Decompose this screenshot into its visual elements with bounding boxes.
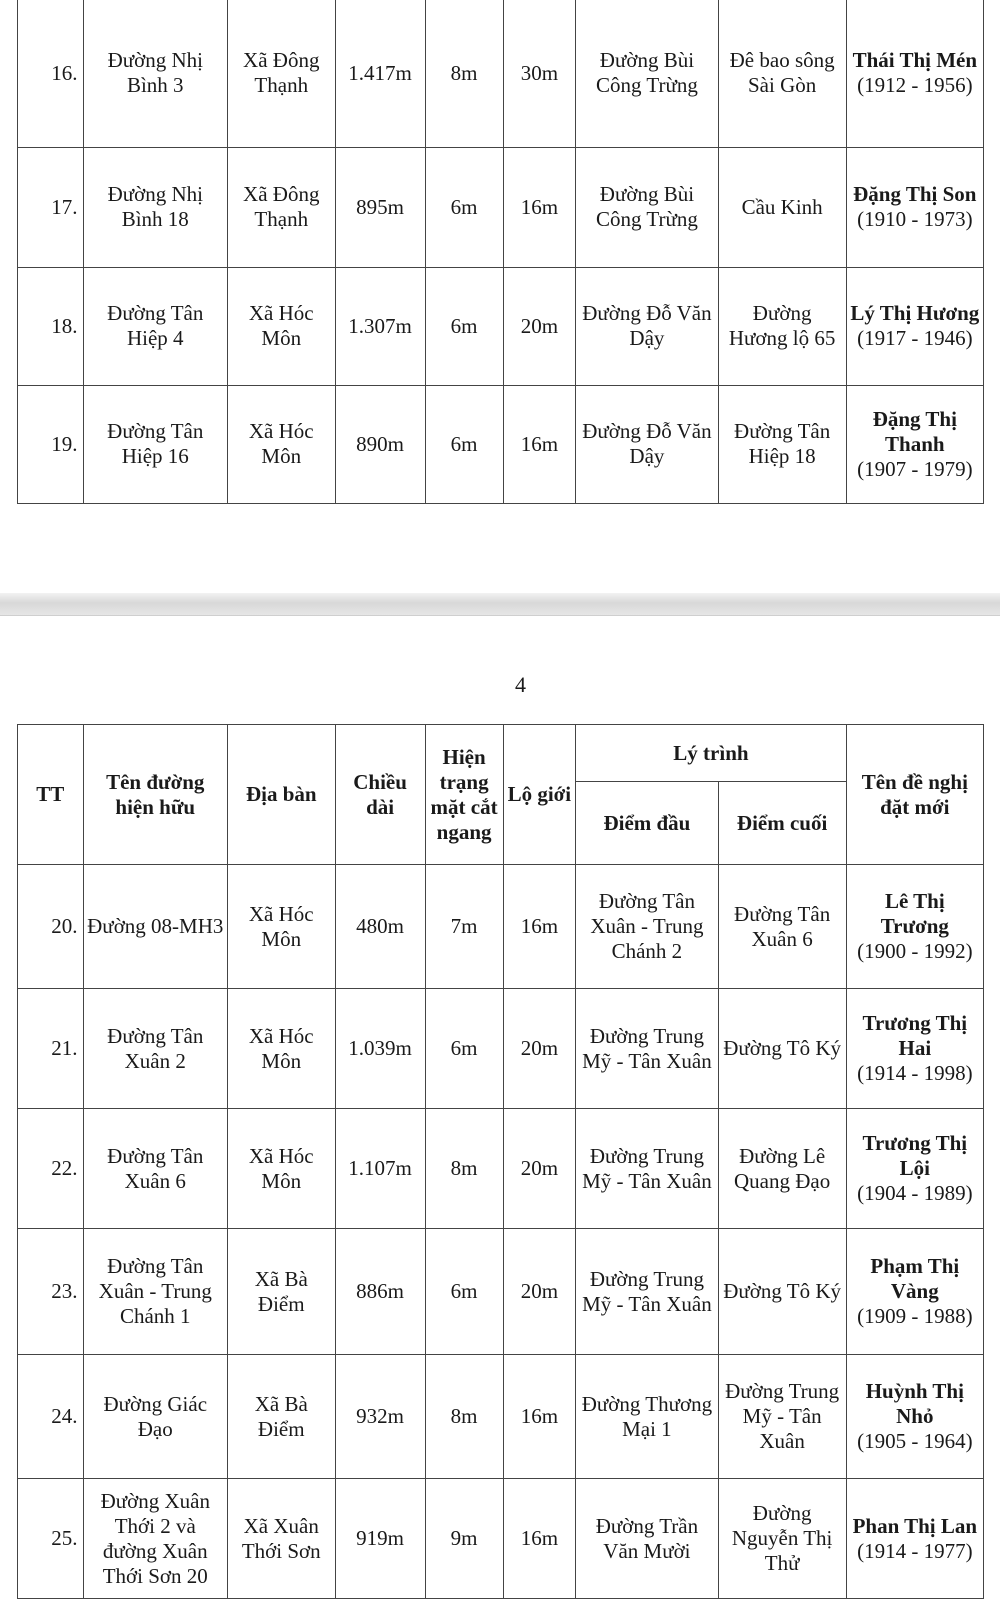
start-point: Đường Thương Mại 1 xyxy=(576,1355,718,1479)
proposed-name-text: Lý Thị Hương xyxy=(850,301,980,325)
right-of-way: 20m xyxy=(503,267,576,385)
area: Xã Hóc Môn xyxy=(227,989,335,1109)
header-street-name: Tên đường hiện hữu xyxy=(83,725,227,865)
proposed-name-years: (1910 - 1973) xyxy=(857,207,973,231)
right-of-way: 16m xyxy=(503,147,576,267)
proposed-name-text: Phan Thị Lan xyxy=(852,1513,978,1538)
row-number: 23. xyxy=(18,1229,84,1355)
cross-section: 6m xyxy=(425,1229,503,1355)
length: 886m xyxy=(335,1229,425,1355)
area: Xã Xuân Thới Sơn xyxy=(227,1479,335,1599)
start-point: Đường Tân Xuân - Trung Chánh 2 xyxy=(576,865,718,989)
table-row xyxy=(18,385,984,503)
cross-section: 8m xyxy=(425,1355,503,1479)
table-row xyxy=(18,865,984,989)
proposed-name-years: (1917 - 1946) xyxy=(857,326,973,350)
cross-section: 6m xyxy=(425,147,503,267)
start-point: Đường Trung Mỹ - Tân Xuân xyxy=(576,1109,718,1229)
proposed-name xyxy=(846,1355,983,1479)
start-point: Đường Trần Văn Mười xyxy=(576,1479,718,1599)
start-point: Đường Trung Mỹ - Tân Xuân xyxy=(576,989,718,1109)
proposed-name-text: Trương Thị Hai xyxy=(862,1011,968,1060)
cross-section: 8m xyxy=(425,1109,503,1229)
area: Xã Đông Thạnh xyxy=(227,0,335,147)
header-route: Lý trình xyxy=(576,725,846,782)
page-separator-line xyxy=(0,615,1000,616)
table-row xyxy=(18,0,984,147)
street-name: Đường Tân Xuân 2 xyxy=(83,989,227,1109)
road-table-page3 xyxy=(17,0,984,504)
end-point: Cầu Kinh xyxy=(718,147,846,267)
header-length: Chiều dài xyxy=(335,725,425,865)
street-name: Đường 08-MH3 xyxy=(83,865,227,989)
proposed-name-text: Phạm Thị Vàng xyxy=(870,1254,960,1303)
proposed-name xyxy=(846,1109,983,1229)
right-of-way: 20m xyxy=(503,989,576,1109)
row-number: 21. xyxy=(18,989,84,1109)
length: 1.417m xyxy=(335,0,425,147)
proposed-name xyxy=(846,1479,983,1599)
table-row xyxy=(18,147,984,267)
start-point: Đường Đỗ Văn Dậy xyxy=(576,267,718,385)
header-right-of-way: Lộ giới xyxy=(503,725,576,865)
right-of-way: 16m xyxy=(503,865,576,989)
right-of-way: 30m xyxy=(503,0,576,147)
end-point: Đường Nguyễn Thị Thử xyxy=(718,1479,846,1599)
end-point: Đường Tô Ký xyxy=(718,1229,846,1355)
cross-section: 8m xyxy=(425,0,503,147)
header-start-point: Điểm đầu xyxy=(576,782,718,865)
length: 1.107m xyxy=(335,1109,425,1229)
proposed-name-years: (1914 - 1977) xyxy=(857,1538,973,1563)
length: 895m xyxy=(335,147,425,267)
cross-section: 6m xyxy=(425,989,503,1109)
row-number: 19. xyxy=(18,385,84,503)
table-row xyxy=(18,1355,984,1479)
start-point: Đường Đỗ Văn Dậy xyxy=(576,385,718,503)
street-name: Đường Nhị Bình 18 xyxy=(83,147,227,267)
street-name: Đường Nhị Bình 3 xyxy=(83,0,227,147)
table-row xyxy=(18,989,984,1109)
table-row xyxy=(18,1229,984,1355)
street-name: Đường Giác Đạo xyxy=(83,1355,227,1479)
length: 919m xyxy=(335,1479,425,1599)
end-point: Đê bao sông Sài Gòn xyxy=(718,0,846,147)
header-proposed-name: Tên đề nghị đặt mới xyxy=(846,725,983,865)
proposed-name-years: (1900 - 1992) xyxy=(857,939,973,963)
proposed-name xyxy=(846,385,983,503)
header-end-point: Điểm cuối xyxy=(718,782,846,865)
proposed-name xyxy=(846,267,983,385)
proposed-name xyxy=(846,1229,983,1355)
area: Xã Hóc Môn xyxy=(227,267,335,385)
street-name: Đường Tân Hiệp 4 xyxy=(83,267,227,385)
right-of-way: 16m xyxy=(503,1355,576,1479)
start-point: Đường Bùi Công Trừng xyxy=(576,0,718,147)
header-area: Địa bàn xyxy=(227,725,335,865)
proposed-name-text: Huỳnh Thị Nhỏ xyxy=(865,1379,964,1428)
row-number: 24. xyxy=(18,1355,84,1479)
row-number: 17. xyxy=(18,147,84,267)
proposed-name xyxy=(846,865,983,989)
end-point: Đường Tân Hiệp 18 xyxy=(718,385,846,503)
proposed-name xyxy=(846,147,983,267)
table-row xyxy=(18,1479,984,1599)
proposed-name-years: (1907 - 1979) xyxy=(857,456,973,481)
length: 932m xyxy=(335,1355,425,1479)
street-name: Đường Xuân Thới 2 và đường Xuân Thới Sơn 20 xyxy=(83,1479,227,1599)
street-name: Đường Tân Hiệp 16 xyxy=(83,385,227,503)
proposed-name-text: Thái Thị Mén xyxy=(852,48,978,73)
end-point: Đường Trung Mỹ - Tân Xuân xyxy=(718,1355,846,1479)
header-cross-section: Hiện trạng mặt cắt ngang xyxy=(425,725,503,865)
cross-section: 9m xyxy=(425,1479,503,1599)
area: Xã Hóc Môn xyxy=(227,385,335,503)
proposed-name-years: (1909 - 1988) xyxy=(857,1304,973,1328)
length: 1.039m xyxy=(335,989,425,1109)
row-number: 25. xyxy=(18,1479,84,1599)
start-point: Đường Bùi Công Trừng xyxy=(576,147,718,267)
cross-section: 7m xyxy=(425,865,503,989)
end-point: Đường Hương lộ 65 xyxy=(718,267,846,385)
table-row xyxy=(18,1109,984,1229)
right-of-way: 20m xyxy=(503,1229,576,1355)
row-number: 16. xyxy=(18,0,84,147)
length: 890m xyxy=(335,385,425,503)
length: 1.307m xyxy=(335,267,425,385)
proposed-name xyxy=(846,989,983,1109)
cross-section: 6m xyxy=(425,385,503,503)
area: Xã Đông Thạnh xyxy=(227,147,335,267)
area: Xã Hóc Môn xyxy=(227,865,335,989)
cross-section: 6m xyxy=(425,267,503,385)
row-number: 22. xyxy=(18,1109,84,1229)
length: 480m xyxy=(335,865,425,989)
proposed-name-text: Lê Thị Trương xyxy=(880,889,949,938)
proposed-name-years: (1904 - 1989) xyxy=(857,1181,973,1205)
row-number: 20. xyxy=(18,865,84,989)
page-separator xyxy=(0,593,1000,615)
right-of-way: 20m xyxy=(503,1109,576,1229)
proposed-name-years: (1905 - 1964) xyxy=(857,1429,973,1453)
proposed-name-years: (1912 - 1956) xyxy=(857,73,973,98)
proposed-name-years: (1914 - 1998) xyxy=(857,1061,973,1085)
proposed-name-text: Đặng Thị Thanh xyxy=(872,406,957,456)
row-number: 18. xyxy=(18,267,84,385)
start-point: Đường Trung Mỹ - Tân Xuân xyxy=(576,1229,718,1355)
end-point: Đường Tân Xuân 6 xyxy=(718,865,846,989)
table-row xyxy=(18,267,984,385)
proposed-name xyxy=(846,0,983,147)
end-point: Đường Tô Ký xyxy=(718,989,846,1109)
proposed-name-text: Đặng Thị Son xyxy=(853,182,977,206)
area: Xã Bà Điểm xyxy=(227,1355,335,1479)
right-of-way: 16m xyxy=(503,1479,576,1599)
right-of-way: 16m xyxy=(503,385,576,503)
end-point: Đường Lê Quang Đạo xyxy=(718,1109,846,1229)
proposed-name-text: Trương Thị Lội xyxy=(862,1131,968,1180)
street-name: Đường Tân Xuân - Trung Chánh 1 xyxy=(83,1229,227,1355)
area: Xã Hóc Môn xyxy=(227,1109,335,1229)
street-name: Đường Tân Xuân 6 xyxy=(83,1109,227,1229)
road-table-page4 xyxy=(17,724,984,1599)
area: Xã Bà Điểm xyxy=(227,1229,335,1355)
header-tt: TT xyxy=(18,725,84,865)
